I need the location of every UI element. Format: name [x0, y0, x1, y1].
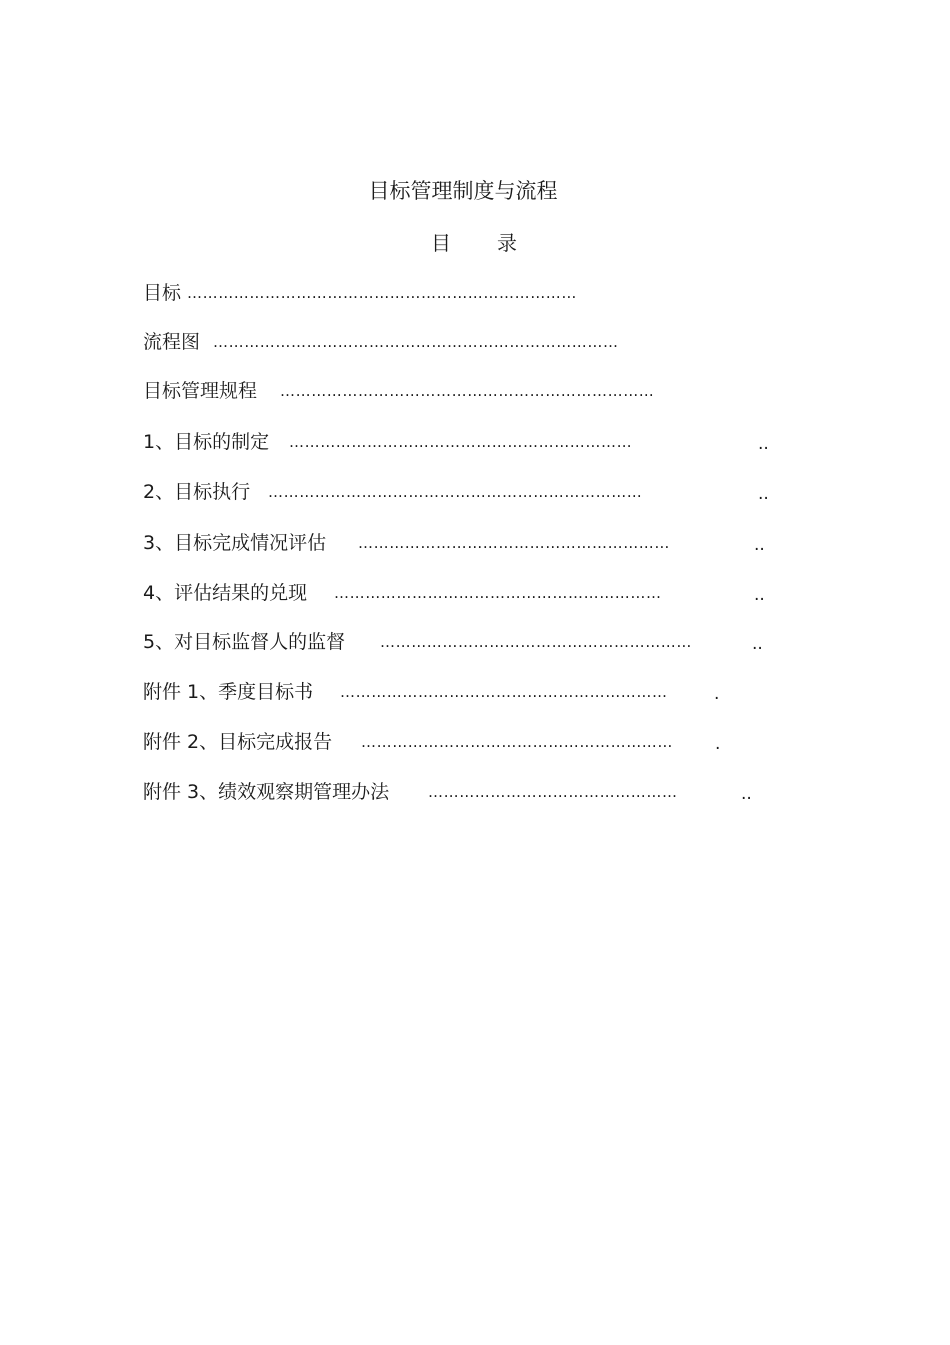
- toc-entry-label: 流程图: [143, 331, 201, 353]
- toc-entry-tail: ..: [754, 585, 765, 605]
- toc-entry-label: 1、目标的制定: [143, 431, 270, 453]
- toc-dot-leader: ……………………………………………………: [380, 633, 692, 651]
- toc-entry-label: 附件 2、目标完成报告: [143, 731, 333, 753]
- toc-entry-label: 3、目标完成情况评估: [143, 532, 327, 554]
- toc-entry-tail: ..: [758, 434, 769, 454]
- toc-entry-label: 目标: [143, 282, 182, 304]
- page-title: 目标管理制度与流程: [368, 179, 558, 203]
- toc-dot-leader: ……………………………………………………: [361, 733, 673, 751]
- toc-heading-char-1: 目: [431, 231, 451, 255]
- toc-entry-tail: ..: [752, 634, 763, 654]
- toc-entry-tail: ..: [758, 484, 769, 504]
- toc-entry-label: 目标管理规程: [143, 380, 258, 402]
- toc-dot-leader: …………………………………………………………: [289, 433, 633, 451]
- toc-entry-label: 4、评估结果的兑现: [143, 582, 308, 604]
- toc-entry-label: 附件 1、季度目标书: [143, 681, 314, 703]
- toc-dot-leader: ………………………………………………………………: [280, 382, 655, 400]
- toc-entry-tail: .: [715, 734, 721, 754]
- toc-dot-leader: ……………………………………………………………………: [213, 333, 619, 351]
- toc-dot-leader: ………………………………………………………: [334, 584, 662, 602]
- toc-entry-label: 附件 3、绩效观察期管理办法: [143, 781, 390, 803]
- toc-entry-tail: ..: [741, 784, 752, 804]
- toc-dot-leader: …………………………………………………………………: [187, 284, 577, 302]
- toc-dot-leader: …………………………………………: [428, 783, 678, 801]
- toc-heading-char-2: 录: [497, 231, 517, 255]
- toc-entry-tail: ..: [754, 535, 765, 555]
- toc-dot-leader: ………………………………………………………………: [268, 483, 643, 501]
- toc-entry-label: 2、目标执行: [143, 481, 251, 503]
- toc-dot-leader: ……………………………………………………: [358, 534, 670, 552]
- toc-dot-leader: ………………………………………………………: [340, 683, 668, 701]
- toc-entry-tail: .: [714, 684, 720, 704]
- toc-entry-label: 5、对目标监督人的监督: [143, 631, 346, 653]
